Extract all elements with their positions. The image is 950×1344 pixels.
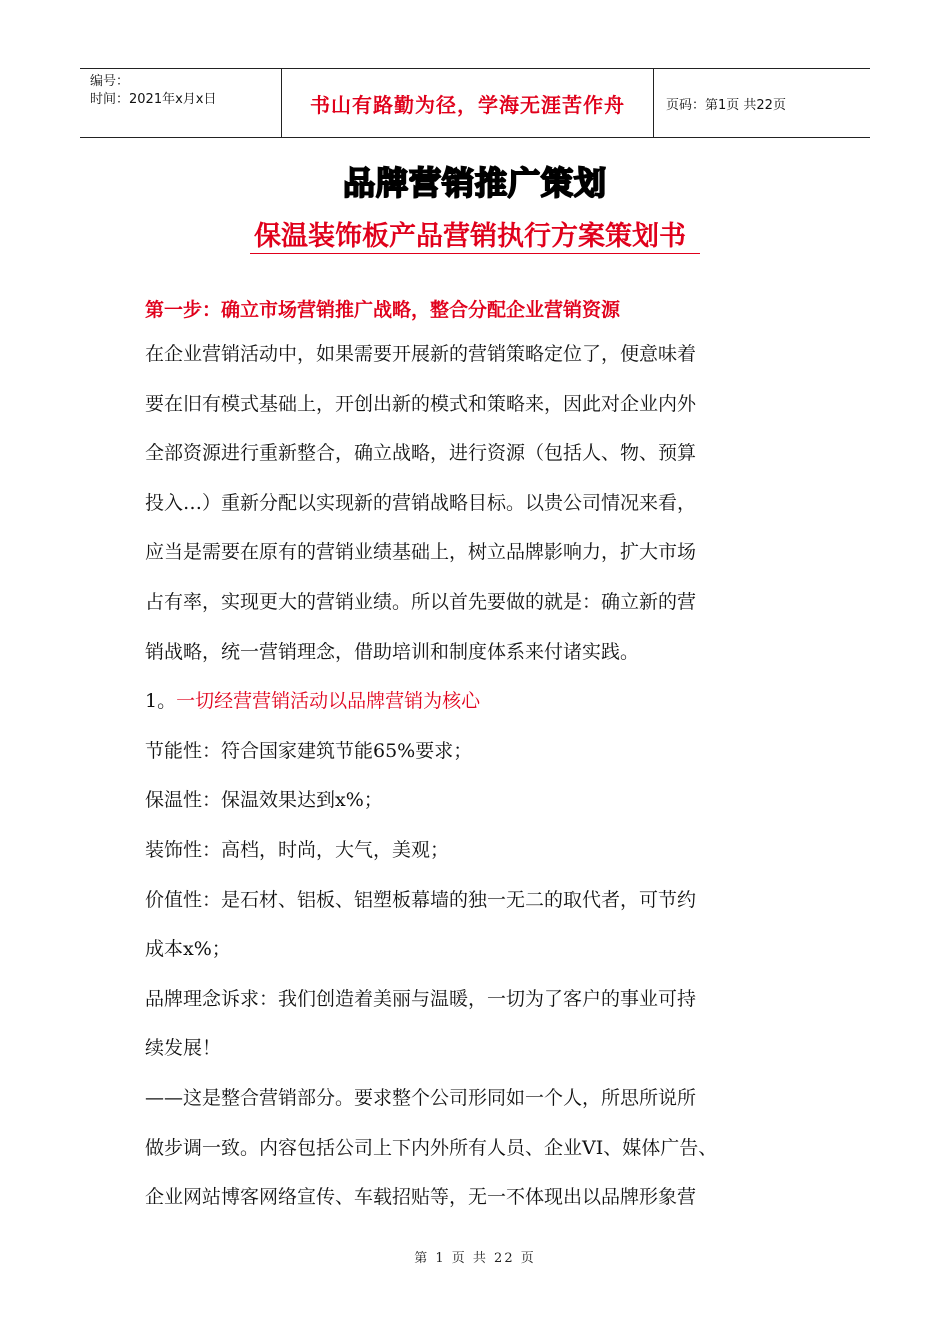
step1-line: 要在旧有模式基础上，开创出新的模式和策略来，因此对企业内外 [145,392,697,415]
document-subtitle-wrap [0,214,950,253]
feature-line: 装饰性：高档，时尚，大气，美观； [145,838,450,861]
step1-line: 应当是需要在原有的营销业绩基础上，树立品牌影响力，扩大市场 [145,541,697,564]
step1-line: 占有率，实现更大的营销业绩。所以首先要做的就是：确立新的营 [145,590,697,613]
feature-line: 企业网站博客网络宣传、车载招贴等，无一不体现出以品牌形象营 [145,1186,697,1209]
step1-line: 投入…）重新分配以实现新的营销战略目标。以贵公司情况来看， [145,491,697,514]
feature-line: 品牌理念诉求：我们创造着美丽与温暖，一切为了客户的事业可持 [145,987,697,1010]
document-number-label: 编号： [90,74,130,89]
document-title: 品牌营销推广策划 [342,164,607,202]
header-meta-cell [80,69,282,137]
feature-line: 价值性：是石材、铝板、铝塑板幕墙的独一无二的取代者，可节约 [145,888,697,911]
header-table [80,68,870,138]
feature-line: 保温性：保温效果达到x%； [145,789,383,812]
header-page-number: 页码：第1页 共22页 [666,97,786,113]
feature-line: 节能性：符合国家建筑节能65%要求； [145,739,473,762]
document-subtitle: 保温装饰板产品营销执行方案策划书 [250,221,700,254]
item1-title: 一切经营营销活动以品牌营销为核心 [176,690,481,713]
header-motto-cell [282,69,654,137]
item1-number: 1。 [145,690,177,713]
header-motto: 书山有路勤为径，学海无涯苦作舟 [310,92,625,117]
document-body [145,290,825,1223]
header-page-cell [654,69,870,137]
step1-line: 销战略，统一营销理念，借助培训和制度体系来付诸实践。 [145,640,640,663]
step1-line: 全部资源进行重新整合，确立战略，进行资源（包括人、物、预算 [145,442,697,465]
item1-line [145,677,825,727]
document-time-label: 时间：2021年x月x日 [90,92,217,107]
page-footer: 第 1 页 共 22 页 [414,1251,536,1266]
feature-line: 做步调一致。内容包括公司上下内外所有人员、企业VI、媒体广告、 [145,1136,718,1159]
step1-line: 在企业营销活动中，如果需要开展新的营销策略定位了，便意味着 [145,343,697,365]
feature-line: 续发展！ [145,1037,222,1060]
step1-heading: 第一步：确立市场营销推广战略，整合分配企业营销资源 [145,299,621,321]
feature-line: ——这是整合营销部分。要求整个公司形同如一个人，所思所说所 [145,1086,697,1109]
feature-line: 成本x%； [145,938,231,961]
